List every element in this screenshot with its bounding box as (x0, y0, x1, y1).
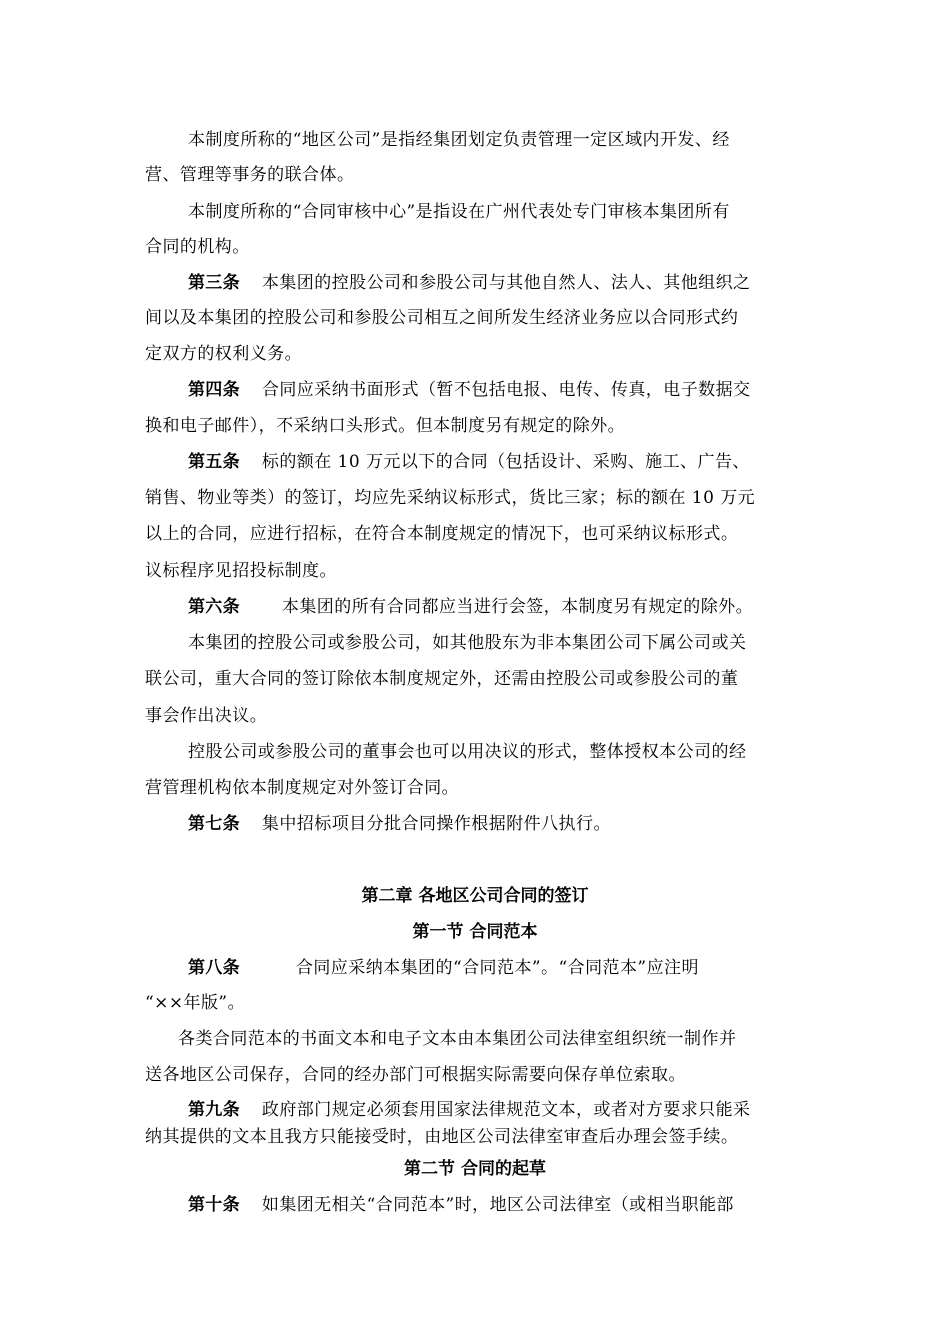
paragraph-line: 合同的机构。 (145, 237, 250, 257)
article-7: 第七条 集中招标项目分批合同操作根据附件八执行。 (188, 814, 611, 834)
article-label: 第十条 (188, 1195, 240, 1215)
paragraph-line: 事会作出决议。 (145, 706, 268, 726)
article-label: 第八条 (188, 958, 240, 978)
paragraph-line: 本集团的控股公司或参股公司，如其他股东为非本集团公司下属公司或关 (188, 633, 747, 653)
paragraph-line: 议标程序见招投标制度。 (145, 561, 337, 581)
article-4: 第四条 合同应采纳书面形式（暂不包括电报、电传、传真，电子数据交 (188, 380, 751, 400)
paragraph-line: 销售、物业等类）的签订，均应先采纳议标形式，货比三家；标的额在 10 万元 (145, 488, 756, 508)
paragraph-line: 纳其提供的文本且我方只能接受时，由地区公司法律室审查后办理会签手续。 (145, 1127, 739, 1147)
paragraph-line: 本制度所称的“地区公司”是指经集团划定负责管理一定区域内开发、经 (188, 130, 730, 150)
paragraph-line: 定双方的权利义务。 (145, 344, 303, 364)
paragraph-line: 送各地区公司保存，合同的经办部门可根据实际需要向保存单位索取。 (145, 1065, 686, 1085)
section-heading: 第二节 合同的起草 (404, 1159, 546, 1179)
chapter-heading: 第二章 各地区公司合同的签订 (361, 886, 589, 906)
article-label: 第五条 (188, 452, 240, 472)
paragraph-line: 各类合同范本的书面文本和电子文本由本集团公司法律室组织统一制作并 (178, 1029, 737, 1049)
paragraph-line: 以上的合同，应进行招标，在符合本制度规定的情况下，也可采纳议标形式。 (145, 524, 739, 544)
article-6: 第六条 本集团的所有合同都应当进行会签，本制度另有规定的除外。 (188, 597, 754, 617)
paragraph-line: 营、管理等事务的联合体。 (145, 165, 355, 185)
article-label: 第七条 (188, 814, 240, 834)
paragraph-line: 换和电子邮件），不采纳口头形式。但本制度另有规定的除外。 (145, 416, 626, 436)
paragraph-line: “××年版”。 (145, 993, 246, 1013)
paragraph-line: 控股公司或参股公司的董事会也可以用决议的形式，整体授权本公司的经 (188, 742, 747, 762)
article-5: 第五条 标的额在 10 万元以下的合同（包括设计、采购、施工、广告、 (188, 452, 750, 472)
article-label: 第六条 (188, 597, 240, 617)
article-10: 第十条 如集团无相关“合同范本”时，地区公司法律室（或相当职能部 (188, 1195, 734, 1215)
paragraph-line: 本制度所称的“合同审核中心”是指设在广州代表处专门审核本集团所有 (188, 202, 730, 222)
paragraph-line: 营管理机构依本制度规定对外签订合同。 (145, 778, 460, 798)
section-heading: 第一节 合同范本 (412, 922, 538, 942)
article-3: 第三条 本集团的控股公司和参股公司与其他自然人、法人、其他组织之 (188, 273, 751, 293)
article-8: 第八条 合同应采纳本集团的“合同范本”。“合同范本”应注明 (188, 958, 699, 978)
article-label: 第九条 (188, 1100, 240, 1120)
article-label: 第四条 (188, 380, 240, 400)
paragraph-line: 间以及本集团的控股公司和参股公司相互之间所发生经济业务应以合同形式约 (145, 308, 739, 328)
paragraph-line: 联公司，重大合同的签订除依本制度规定外，还需由控股公司或参股公司的董 (145, 669, 739, 689)
article-9: 第九条 政府部门规定必须套用国家法律规范文本，或者对方要求只能采 (188, 1100, 751, 1120)
article-label: 第三条 (188, 273, 240, 293)
